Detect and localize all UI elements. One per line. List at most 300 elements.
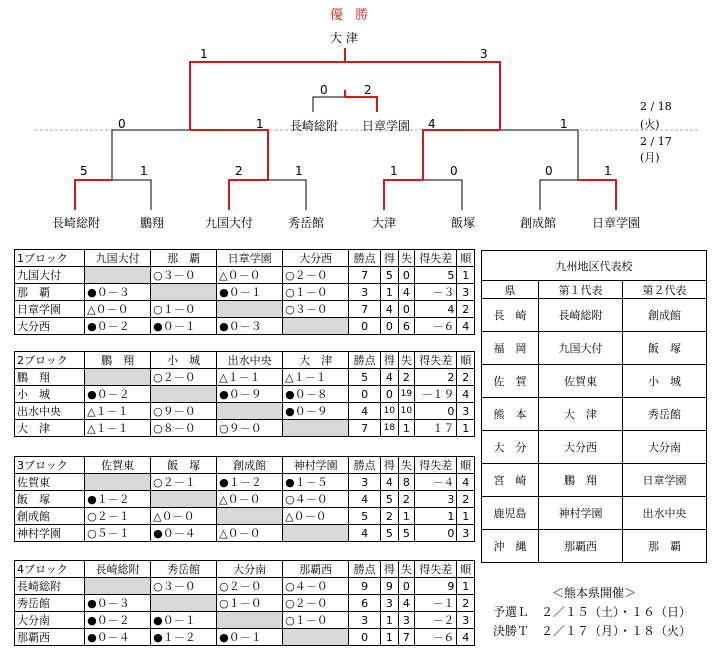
rank-cell: 3 xyxy=(457,403,475,420)
rep-pref: 熊 本 xyxy=(482,398,539,431)
row-team: 大分南 xyxy=(15,612,85,629)
rank-cell: 3 xyxy=(457,612,475,629)
result-cell xyxy=(217,612,283,629)
block-header-team: 日章学園 xyxy=(217,250,283,267)
semi-right-line-b xyxy=(500,130,578,180)
rep-row xyxy=(482,398,707,431)
goal-diff-cell: －３ xyxy=(415,284,457,301)
result-cell: ●０－２ xyxy=(85,318,151,335)
goals-against-cell: 7 xyxy=(398,629,415,646)
block-header-stat: 順 xyxy=(457,561,475,578)
final-score-left: 1 xyxy=(200,47,208,61)
mini-score-right: 2 xyxy=(364,83,372,97)
points-cell: 4 xyxy=(349,403,381,420)
goals-against-cell: 0 xyxy=(398,578,415,595)
block-header-stat: 順 xyxy=(457,457,475,474)
final-score-right: 3 xyxy=(480,47,488,61)
rep-first: 長崎総附 xyxy=(539,299,623,332)
rep-row xyxy=(482,464,707,497)
goals-for-cell: 4 xyxy=(381,301,399,318)
r1-score-3: 2 xyxy=(235,164,243,178)
rep-title: 九州地区代表校 xyxy=(482,251,707,281)
rep-first: 那覇西 xyxy=(539,530,623,563)
goals-for-cell: 3 xyxy=(381,595,399,612)
goal-diff-cell: 3 xyxy=(415,491,457,508)
rep-first: 鵬 翔 xyxy=(539,464,623,497)
goal-diff-cell: １７ xyxy=(415,420,457,437)
block-header-team: 飯 塚 xyxy=(151,457,217,474)
rank-cell: 4 xyxy=(457,629,475,646)
rank-cell: 4 xyxy=(457,474,475,491)
goals-against-cell: 6 xyxy=(398,318,415,335)
r1-m1-win xyxy=(75,180,112,210)
result-cell: ○２－１ xyxy=(85,508,151,525)
result-cell: ●０－１ xyxy=(151,318,217,335)
row-team: 佐賀東 xyxy=(15,474,85,491)
goals-against-cell: 2 xyxy=(398,369,415,386)
block-header-stat: 得 xyxy=(381,250,399,267)
result-cell: ●１－２ xyxy=(217,474,283,491)
points-cell: 4 xyxy=(349,491,381,508)
block-header-team: 小 城 xyxy=(151,352,217,369)
result-cell: ○２－０ xyxy=(283,595,349,612)
goals-against-cell: 8 xyxy=(398,474,415,491)
rank-cell: 1 xyxy=(457,508,475,525)
semi-left-line-b xyxy=(190,130,268,180)
result-cell: △１－１ xyxy=(85,420,151,437)
r1-score-2: 1 xyxy=(140,164,148,178)
date-final-day: (火) xyxy=(640,118,660,131)
date-r1: 2 / 17 xyxy=(640,135,672,148)
block-header-stat: 勝点 xyxy=(349,457,381,474)
block-header-team: 出水中央 xyxy=(217,352,283,369)
block-header-stat: 得 xyxy=(381,561,399,578)
result-cell xyxy=(151,491,217,508)
goals-for-cell: 4 xyxy=(381,369,399,386)
table-row xyxy=(15,318,475,335)
r1-m3-loss xyxy=(423,180,462,210)
result-cell: ○３－０ xyxy=(283,301,349,318)
row-team: 大 津 xyxy=(15,420,85,437)
semi-right-line-a xyxy=(423,130,500,180)
result-cell: ●０－１ xyxy=(217,284,283,301)
result-cell: ○２－０ xyxy=(151,369,217,386)
table-row xyxy=(15,612,475,629)
rep-pref: 福 岡 xyxy=(482,332,539,365)
result-cell: ●０－２ xyxy=(85,612,151,629)
block-header-stat: 得 xyxy=(381,457,399,474)
rank-cell: 1 xyxy=(457,267,475,284)
result-cell: ○２－１ xyxy=(151,474,217,491)
goal-diff-cell: 2 xyxy=(415,369,457,386)
rank-cell: 2 xyxy=(457,369,475,386)
block-header-stat: 失 xyxy=(398,457,415,474)
r1-m4-win xyxy=(578,180,616,210)
block-header-stat: 勝点 xyxy=(349,250,381,267)
points-cell: 4 xyxy=(349,525,381,542)
table-row xyxy=(15,474,475,491)
rank-cell: 4 xyxy=(457,318,475,335)
rep-second: 創成館 xyxy=(623,299,707,332)
result-cell: ●０－９ xyxy=(217,386,283,403)
goals-for-cell: 2 xyxy=(381,508,399,525)
rep-pref: 長 崎 xyxy=(482,299,539,332)
team-7: 創成館 xyxy=(520,216,557,230)
block-name: 2ブロック xyxy=(15,352,85,369)
goals-for-cell: 18 xyxy=(381,420,399,437)
goals-for-cell: 0 xyxy=(381,318,399,335)
result-cell: ●１－５ xyxy=(283,474,349,491)
result-cell xyxy=(217,301,283,318)
rep-first: 佐賀東 xyxy=(539,365,623,398)
goals-for-cell: 0 xyxy=(381,386,399,403)
date-r1-day: (月) xyxy=(640,151,660,164)
result-cell: ●１－２ xyxy=(85,491,151,508)
points-cell: 5 xyxy=(349,369,381,386)
goals-for-cell: 9 xyxy=(381,578,399,595)
rep-row xyxy=(482,530,707,563)
tournament-bracket xyxy=(0,0,721,240)
rep-first: 九国大付 xyxy=(539,332,623,365)
r1-score-1: 5 xyxy=(80,164,88,178)
rank-cell: 1 xyxy=(457,420,475,437)
result-cell: ●０－８ xyxy=(283,386,349,403)
result-cell xyxy=(85,578,151,595)
result-cell: △１－１ xyxy=(283,369,349,386)
rep-pref: 宮 崎 xyxy=(482,464,539,497)
result-cell xyxy=(151,284,217,301)
rank-cell: 1 xyxy=(457,578,475,595)
r1-m1-loss xyxy=(112,180,151,210)
goals-for-cell: 10 xyxy=(381,403,399,420)
row-team: 小 城 xyxy=(15,386,85,403)
table-row xyxy=(15,508,475,525)
goal-diff-cell: －１ xyxy=(415,595,457,612)
block-header-stat: 失 xyxy=(398,250,415,267)
rep-second: 秀岳館 xyxy=(623,398,707,431)
row-team: 出水中央 xyxy=(15,403,85,420)
points-cell: 6 xyxy=(349,595,381,612)
block-header-stat: 得失差 xyxy=(415,352,457,369)
table-row xyxy=(15,403,475,420)
team-1: 長崎総附 xyxy=(52,216,101,230)
team-6: 飯塚 xyxy=(451,216,476,230)
goal-diff-cell: 4 xyxy=(415,301,457,318)
row-team: 那覇西 xyxy=(15,629,85,646)
host-note: ＜熊本県開催＞ xyxy=(552,586,637,600)
r1-score-5: 1 xyxy=(390,164,398,178)
block-header-stat: 得失差 xyxy=(415,250,457,267)
result-cell: ○４－０ xyxy=(283,578,349,595)
result-cell: ●０－４ xyxy=(151,525,217,542)
rank-cell: 2 xyxy=(457,491,475,508)
result-cell: ●０－２ xyxy=(85,386,151,403)
row-team: 日章学園 xyxy=(15,301,85,318)
result-cell: △０－０ xyxy=(85,301,151,318)
rank-cell: 2 xyxy=(457,301,475,318)
result-cell: △０－０ xyxy=(151,508,217,525)
rep-second: 出水中央 xyxy=(623,497,707,530)
row-team: 秀岳館 xyxy=(15,595,85,612)
goals-against-cell: 4 xyxy=(398,595,415,612)
semi-score-4: 1 xyxy=(560,117,568,131)
block-header-stat: 得失差 xyxy=(415,457,457,474)
block-name: 1ブロック xyxy=(15,250,85,267)
r1-score-4: 1 xyxy=(295,164,303,178)
block-header-stat: 失 xyxy=(398,561,415,578)
block-header-team: 大分南 xyxy=(217,561,283,578)
rep-pref: 鹿児島 xyxy=(482,497,539,530)
mini-team-right: 日章学園 xyxy=(362,119,411,133)
result-cell xyxy=(151,386,217,403)
block-table-2 xyxy=(14,351,475,437)
rep-row xyxy=(482,332,707,365)
representatives-table xyxy=(481,250,707,563)
points-cell: 3 xyxy=(349,474,381,491)
points-cell: 9 xyxy=(349,578,381,595)
table-row xyxy=(15,267,475,284)
block-header-stat: 得失差 xyxy=(415,561,457,578)
rank-cell: 3 xyxy=(457,525,475,542)
rep-header-second: 第２代表 xyxy=(623,281,707,299)
rep-row xyxy=(482,299,707,332)
table-row xyxy=(15,301,475,318)
r1-score-7: 0 xyxy=(545,164,553,178)
rep-second: 日章学園 xyxy=(623,464,707,497)
champion-title: 優 勝 xyxy=(330,8,373,23)
result-cell: ●０－３ xyxy=(217,318,283,335)
result-cell: ○２－０ xyxy=(217,578,283,595)
team-4: 秀岳館 xyxy=(288,216,325,230)
date-final: 2 / 18 xyxy=(640,100,672,113)
points-cell: 7 xyxy=(349,420,381,437)
block-name: 3ブロック xyxy=(15,457,85,474)
goals-against-cell: 0 xyxy=(398,267,415,284)
block-header-stat: 勝点 xyxy=(349,352,381,369)
block-header-team: 鵬 翔 xyxy=(85,352,151,369)
goals-for-cell: 1 xyxy=(381,629,399,646)
block-header-stat: 勝点 xyxy=(349,561,381,578)
rep-header-first: 第１代表 xyxy=(539,281,623,299)
mini-score-left: 0 xyxy=(320,83,328,97)
table-row xyxy=(15,491,475,508)
goal-diff-cell: 5 xyxy=(415,267,457,284)
goals-for-cell: 5 xyxy=(381,525,399,542)
row-team: 大分西 xyxy=(15,318,85,335)
goal-diff-cell: －６ xyxy=(415,318,457,335)
result-cell: △０－０ xyxy=(217,267,283,284)
block-header-team: 大 津 xyxy=(283,352,349,369)
rep-row xyxy=(482,431,707,464)
result-cell: ●０－９ xyxy=(283,403,349,420)
result-cell: ○１－０ xyxy=(283,284,349,301)
team-5: 大津 xyxy=(372,216,397,230)
r1-score-8: 1 xyxy=(604,164,612,178)
goal-diff-cell: 0 xyxy=(415,403,457,420)
block-table-3 xyxy=(14,456,475,542)
rep-first: 神村学園 xyxy=(539,497,623,530)
rep-pref: 沖 縄 xyxy=(482,530,539,563)
goal-diff-cell: －１９ xyxy=(415,386,457,403)
block-header-team: 大分西 xyxy=(283,250,349,267)
block-table-4 xyxy=(14,560,475,646)
r1-m2-loss xyxy=(268,180,306,210)
block-header-team: 神村学園 xyxy=(283,457,349,474)
result-cell xyxy=(85,369,151,386)
result-cell: ○９－０ xyxy=(151,403,217,420)
mini-line-left xyxy=(313,97,345,112)
goal-diff-cell: －２ xyxy=(415,612,457,629)
result-cell: ●１－２ xyxy=(151,629,217,646)
result-cell: ○４－０ xyxy=(283,491,349,508)
mini-team-left: 長崎総附 xyxy=(290,119,339,133)
result-cell: ○１－０ xyxy=(151,301,217,318)
team-2: 鵬翔 xyxy=(140,216,165,230)
goals-against-cell: 5 xyxy=(398,525,415,542)
semi-score-1: 0 xyxy=(118,117,126,131)
result-cell: ○３－０ xyxy=(151,578,217,595)
semi-score-3: 4 xyxy=(428,117,436,131)
points-cell: 0 xyxy=(349,386,381,403)
row-team: 神村学園 xyxy=(15,525,85,542)
team-8: 日章学園 xyxy=(592,216,641,230)
points-cell: 7 xyxy=(349,267,381,284)
result-cell: △１－１ xyxy=(217,369,283,386)
result-cell: ○２－０ xyxy=(283,267,349,284)
rank-cell: 2 xyxy=(457,595,475,612)
result-cell: ○８－０ xyxy=(151,420,217,437)
block-header-team: 長崎総附 xyxy=(85,561,151,578)
row-team: 那 覇 xyxy=(15,284,85,301)
points-cell: 0 xyxy=(349,629,381,646)
r1-m4-loss xyxy=(540,180,578,210)
prelim-note: 予選Ｌ ２／１５（土）・１６（日） xyxy=(493,605,692,619)
table-row xyxy=(15,578,475,595)
block-name: 4ブロック xyxy=(15,561,85,578)
result-cell: △０－０ xyxy=(217,525,283,542)
points-cell: 7 xyxy=(349,301,381,318)
result-cell xyxy=(85,267,151,284)
goal-diff-cell: 0 xyxy=(415,525,457,542)
r1-m3-win xyxy=(384,180,423,210)
points-cell: 0 xyxy=(349,318,381,335)
result-cell xyxy=(151,595,217,612)
rep-row xyxy=(482,365,707,398)
rep-second: 大分南 xyxy=(623,431,707,464)
result-cell xyxy=(217,403,283,420)
block-header-team: 佐賀東 xyxy=(85,457,151,474)
result-cell xyxy=(85,474,151,491)
goal-diff-cell: 9 xyxy=(415,578,457,595)
block-header-team: 創成館 xyxy=(217,457,283,474)
r1-m2-win xyxy=(229,180,268,210)
goal-diff-cell: －４ xyxy=(415,474,457,491)
result-cell: △０－０ xyxy=(217,491,283,508)
result-cell: ●０－３ xyxy=(85,595,151,612)
goals-for-cell: 4 xyxy=(381,474,399,491)
rep-second: 小 城 xyxy=(623,365,707,398)
goals-against-cell: 1 xyxy=(398,508,415,525)
result-cell: ●０－１ xyxy=(151,612,217,629)
block-header-team: 那覇西 xyxy=(283,561,349,578)
semi-left-line-a xyxy=(112,130,190,180)
rep-pref: 佐 賀 xyxy=(482,365,539,398)
goals-for-cell: 1 xyxy=(381,284,399,301)
goals-against-cell: 3 xyxy=(398,612,415,629)
result-cell: ○１－０ xyxy=(283,612,349,629)
result-cell: ●０－１ xyxy=(217,629,283,646)
rep-first: 大分西 xyxy=(539,431,623,464)
goals-against-cell: 19 xyxy=(398,386,415,403)
rank-cell: 4 xyxy=(457,386,475,403)
result-cell: ○１－０ xyxy=(217,595,283,612)
goals-for-cell: 5 xyxy=(381,491,399,508)
rep-second: 那 覇 xyxy=(623,530,707,563)
table-row xyxy=(15,284,475,301)
table-row xyxy=(15,595,475,612)
goals-against-cell: 4 xyxy=(398,284,415,301)
table-row xyxy=(15,386,475,403)
row-team: 長崎総附 xyxy=(15,578,85,595)
block-header-stat: 順 xyxy=(457,250,475,267)
goals-against-cell: 0 xyxy=(398,301,415,318)
block-header-team: 秀岳館 xyxy=(151,561,217,578)
table-row xyxy=(15,525,475,542)
result-cell: ○９－０ xyxy=(217,420,283,437)
goals-for-cell: 5 xyxy=(381,267,399,284)
rep-pref: 大 分 xyxy=(482,431,539,464)
result-cell xyxy=(217,508,283,525)
goals-against-cell: 10 xyxy=(398,403,415,420)
rep-first: 大 津 xyxy=(539,398,623,431)
points-cell: 3 xyxy=(349,612,381,629)
table-row xyxy=(15,629,475,646)
row-team: 飯 塚 xyxy=(15,491,85,508)
result-cell: ○５－１ xyxy=(85,525,151,542)
row-team: 創成館 xyxy=(15,508,85,525)
rep-header-pref: 県 xyxy=(482,281,539,299)
block-header-team: 九国大付 xyxy=(85,250,151,267)
row-team: 九国大付 xyxy=(15,267,85,284)
semi-score-2: 1 xyxy=(256,117,264,131)
goals-against-cell: 2 xyxy=(398,491,415,508)
result-cell: △０－０ xyxy=(283,508,349,525)
rep-second: 飯 塚 xyxy=(623,332,707,365)
row-team: 鵬 翔 xyxy=(15,369,85,386)
goal-diff-cell: 1 xyxy=(415,508,457,525)
result-cell xyxy=(283,318,349,335)
result-cell: ○３－０ xyxy=(151,267,217,284)
table-row xyxy=(15,369,475,386)
goals-for-cell: 1 xyxy=(381,612,399,629)
table-row xyxy=(15,420,475,437)
block-header-stat: 順 xyxy=(457,352,475,369)
goal-diff-cell: －６ xyxy=(415,629,457,646)
block-header-stat: 得 xyxy=(381,352,399,369)
r1-score-6: 0 xyxy=(450,164,458,178)
result-cell xyxy=(283,420,349,437)
result-cell: ●０－４ xyxy=(85,629,151,646)
result-cell xyxy=(283,525,349,542)
result-cell xyxy=(283,629,349,646)
points-cell: 3 xyxy=(349,284,381,301)
result-cell: ●０－３ xyxy=(85,284,151,301)
block-header-stat: 失 xyxy=(398,352,415,369)
block-header-team: 那 覇 xyxy=(151,250,217,267)
team-3: 九国大付 xyxy=(205,216,254,230)
points-cell: 5 xyxy=(349,508,381,525)
champion-name: 大 津 xyxy=(330,31,358,45)
